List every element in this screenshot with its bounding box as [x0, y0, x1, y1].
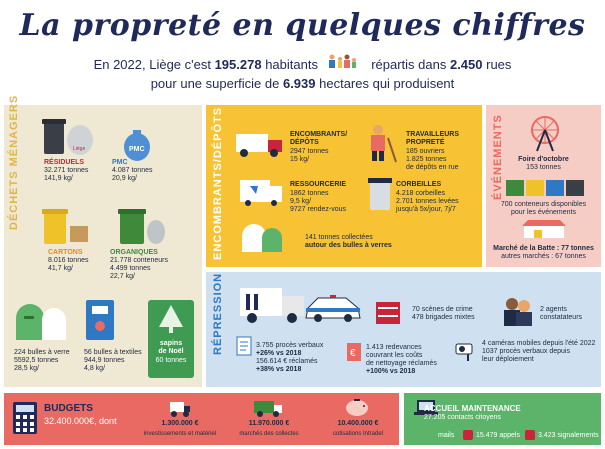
maintenance-title: ACCUEIL MAINTENANCE [424, 404, 521, 413]
scenes-crime: 70 scènes de crime [412, 306, 473, 313]
organic-bin-icon [118, 206, 166, 251]
redevances-label-1: couvrant les coûts [366, 352, 423, 359]
tree-icon [159, 305, 183, 340]
conteneurs-label: pour les événements [511, 209, 576, 216]
carton-bin-icon [42, 206, 92, 251]
reclames-evolution: +38% vs 2018 [256, 366, 302, 373]
intro-text: hectares qui produisent [315, 76, 455, 91]
ressourcerie-tonnes: 1862 tonnes [290, 190, 329, 197]
pv-evolution: +26% vs 2018 [256, 350, 302, 357]
ressourcerie-icon [240, 178, 286, 211]
pv-count: 3.755 procès verbaux [256, 342, 324, 349]
budget-item1-label: investissements et matériel [143, 431, 217, 437]
foire-tonnes: 153 tonnes [526, 164, 561, 171]
maintenance-signalements: 3.423 signalements [538, 432, 599, 439]
page-title: La propreté en quelques chiffres [19, 8, 586, 43]
cartons-tonnes: 8.016 tonnes [48, 257, 89, 264]
corbeille-icon [366, 176, 394, 217]
cartons-title: CARTONS [48, 249, 83, 256]
brigades-mixtes: 478 brigades mixtes [412, 314, 475, 321]
calculator-icon [12, 401, 38, 440]
corbeilles-tonnes: 2.701 tonnes levées [396, 198, 459, 205]
organiques-tonnes: 4.499 tonnes [110, 265, 151, 272]
bulles-verres-tonnes: 141 tonnes collectées [305, 234, 373, 241]
redevances-evolution: +100% vs 2018 [366, 368, 416, 375]
budget-item1-amount: 1.300.000 € [161, 420, 199, 427]
ressourcerie-rdv: 9727 rendez-vous [290, 206, 347, 213]
budget-item2-amount: 11.970.000 € [248, 420, 290, 427]
camera-icon [454, 340, 478, 367]
streets-count: 2.450 [449, 57, 483, 72]
residuels-title: RÉSIDUELS [44, 159, 85, 166]
section-label-encombrants: ENCOMBRANTS/DÉPÔTS [212, 106, 224, 260]
corbeilles-count: 4.218 corbeilles [396, 190, 446, 197]
worker-icon [362, 124, 398, 169]
glass-bubble-icon [14, 300, 72, 347]
budgets-title: BUDGETS [44, 403, 93, 414]
textile-bin-icon [84, 298, 116, 347]
cleaning-truck-icon [240, 284, 312, 329]
maintenance-appels: 15.479 appels [476, 432, 520, 439]
bulles-verre-count: 224 bulles à verre [14, 349, 70, 356]
depots-title: ENCOMBRANTS/ [290, 131, 348, 138]
pv-reclames: 156.614 € réclamés [256, 358, 318, 365]
redevances-count: 1.413 redevances [366, 344, 422, 351]
bulles-verre-kg: 28,5 kg/ [14, 365, 39, 372]
svg-text:€: € [350, 348, 356, 359]
truck-icon [236, 132, 286, 163]
intro-line-2 [0, 76, 605, 91]
pmc-bag-label: PMC [129, 146, 145, 153]
maintenance-mails: mails [438, 432, 455, 439]
budgets-total: 32.400.000€, dont [44, 416, 117, 426]
sapins-tonnes: 60 tonnes [155, 357, 187, 364]
foire-title: Foire d'octobre [518, 156, 569, 163]
glass-bubble-icon [240, 222, 288, 259]
depots-title-2: DÉPÔTS [290, 139, 319, 146]
crime-tape-icon [374, 300, 406, 331]
containers-icon [506, 176, 586, 203]
budget-item2-label: marchés des collectes [239, 431, 299, 437]
organiques-kg: 22,7 kg/ [110, 273, 135, 280]
cameras-label: leur déploiement [482, 356, 534, 363]
pmc-tonnes: 4.087 tonnes [112, 167, 153, 174]
budget-item3-amount: 10.400.000 € [337, 420, 379, 427]
police-car-icon [304, 294, 364, 327]
euro-icon [346, 342, 362, 367]
organiques-title: ORGANIQUES [110, 249, 158, 256]
textiles-count: 56 bulles à textiles [84, 349, 142, 356]
cameras-count: 4 caméras mobiles depuis l'été 2022 [482, 340, 596, 347]
travailleurs-depots: de dépôts en rue [406, 164, 459, 171]
residual-bin-icon [42, 116, 94, 161]
depots-kg: 15 kg/ [290, 156, 310, 163]
travailleurs-title: TRAVAILLEURS [406, 131, 460, 138]
bulles-verre-tonnes: 5592,5 tonnes [14, 357, 59, 364]
travailleurs-title-2: PROPRETÉ [406, 139, 445, 146]
autres-marches: autres marchés : 67 tonnes [501, 253, 586, 260]
agents-label: constatateurs [540, 314, 583, 321]
maintenance-contacts: 27.205 contacts citoyens [424, 414, 502, 421]
marche-batte: Marché de la Batte : 77 tonnes [493, 245, 594, 252]
travailleurs-tonnes: 1.825 tonnes [406, 156, 447, 163]
budget-item3-label: cotisations Intradel [332, 431, 384, 437]
ressourcerie-title: RESSOURCERIE [290, 181, 347, 188]
intro-text: répartis dans [371, 57, 450, 72]
ferris-wheel-icon [528, 115, 562, 158]
conteneurs-count: 700 conteneurs disponibles [500, 201, 587, 208]
sapins-subtitle: de Noël [158, 348, 184, 355]
residuels-kg: 141,9 kg/ [44, 175, 73, 182]
organiques-conteneurs: 21.778 conteneurs [110, 257, 168, 264]
cameras-pv: 1037 procès verbaux depuis [482, 348, 570, 355]
intro-text: pour une superficie de [150, 76, 283, 91]
piggy-bank-icon [344, 397, 370, 422]
inhabitants-count: 195.278 [214, 57, 262, 72]
sapins-title: sapins [159, 340, 183, 347]
corbeilles-title: CORBEILLES [396, 181, 442, 188]
intro-text: rues [482, 57, 512, 72]
section-label-evenements: ÉVÉNEMENTS [492, 114, 504, 200]
textiles-tonnes: 944,9 tonnes [84, 357, 125, 364]
agents-count: 2 agents [540, 306, 567, 313]
area-value: 6.939 [282, 76, 316, 91]
section-label-dechets: DÉCHETS MÉNAGERS [8, 94, 20, 230]
pmc-title: PMC [112, 159, 128, 166]
depots-tonnes: 2947 tonnes [290, 148, 329, 155]
redevances-label-2: de nettoyage réclamés [366, 360, 437, 367]
family-icon [322, 59, 368, 73]
pv-document-icon [236, 336, 252, 361]
residuels-tonnes: 32.271 tonnes [44, 167, 89, 174]
agents-icon [502, 296, 534, 333]
signal-icon [524, 428, 536, 446]
corbeilles-freq: jusqu'à 5x/jour, 7j/7 [396, 206, 456, 213]
phone-icon [462, 428, 474, 446]
section-label-repression: RÉPRESSION [212, 272, 224, 355]
intro-text: En 2022, Liège c'est [93, 57, 215, 72]
intro-text: habitants [261, 57, 318, 72]
cartons-kg: 41,7 kg/ [48, 265, 73, 272]
bulles-verres-label: autour des bulles à verres [305, 242, 392, 249]
pmc-kg: 20,9 kg/ [112, 175, 137, 182]
textiles-kg: 4,8 kg/ [84, 365, 106, 372]
ressourcerie-kg: 9,5 kg/ [290, 198, 312, 205]
bag-liege-label: Liège [73, 146, 86, 152]
market-stall-icon [520, 218, 568, 245]
travailleurs-ouvriers: 185 ouvriers [406, 148, 445, 155]
intro-line-1 [0, 57, 605, 73]
